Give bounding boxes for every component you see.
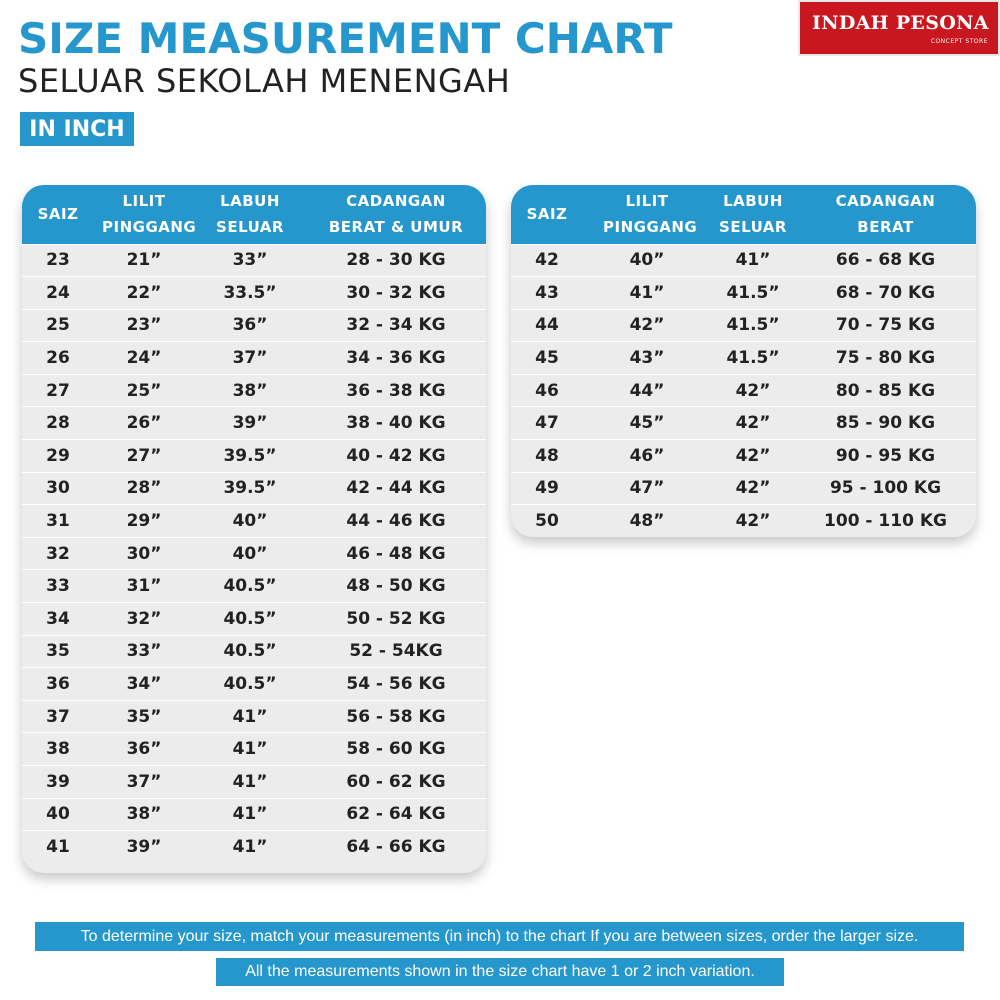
cell-labuh-seluar: 41” bbox=[194, 798, 306, 831]
table-row bbox=[22, 505, 486, 538]
cell-labuh-seluar: 33” bbox=[194, 244, 306, 277]
brand-logo-tagline: CONCEPT STORE bbox=[930, 38, 988, 45]
cell-cadangan-berat: 60 - 62 KG bbox=[306, 766, 486, 799]
cell-lilit-pinggang: 31” bbox=[94, 570, 194, 603]
cell-lilit-pinggang: 29” bbox=[94, 505, 194, 538]
table-row bbox=[511, 309, 976, 342]
cell-cadangan-berat: 64 - 66 KG bbox=[306, 831, 486, 864]
cell-lilit-pinggang: 39” bbox=[94, 831, 194, 864]
unit-badge: IN INCH bbox=[20, 112, 134, 146]
cell-lilit-pinggang: 24” bbox=[94, 342, 194, 375]
cell-cadangan-berat: 52 - 54KG bbox=[306, 635, 486, 668]
column-header-labuh-seluar: LABUH SELUAR bbox=[194, 185, 306, 244]
cell-cadangan-berat: 100 - 110 KG bbox=[795, 505, 976, 537]
cell-lilit-pinggang: 44” bbox=[583, 374, 711, 407]
cell-cadangan-berat: 48 - 50 KG bbox=[306, 570, 486, 603]
cell-saiz: 23 bbox=[22, 244, 94, 277]
table-row bbox=[22, 733, 486, 766]
cell-lilit-pinggang: 38” bbox=[94, 798, 194, 831]
table-row bbox=[511, 374, 976, 407]
table-row bbox=[511, 244, 976, 277]
cell-cadangan-berat: 75 - 80 KG bbox=[795, 342, 976, 375]
cell-saiz: 27 bbox=[22, 374, 94, 407]
cell-labuh-seluar: 42” bbox=[711, 472, 795, 505]
cell-lilit-pinggang: 47” bbox=[583, 472, 711, 505]
cell-saiz: 44 bbox=[511, 309, 583, 342]
cell-labuh-seluar: 42” bbox=[711, 407, 795, 440]
table-row bbox=[22, 798, 486, 831]
cell-lilit-pinggang: 32” bbox=[94, 603, 194, 636]
table-row bbox=[511, 407, 976, 440]
cell-cadangan-berat: 42 - 44 KG bbox=[306, 472, 486, 505]
cell-cadangan-berat: 68 - 70 KG bbox=[795, 277, 976, 310]
cell-lilit-pinggang: 21” bbox=[94, 244, 194, 277]
cell-lilit-pinggang: 46” bbox=[583, 440, 711, 473]
cell-saiz: 50 bbox=[511, 505, 583, 537]
cell-labuh-seluar: 41” bbox=[194, 700, 306, 733]
cell-cadangan-berat: 36 - 38 KG bbox=[306, 374, 486, 407]
cell-cadangan-berat: 85 - 90 KG bbox=[795, 407, 976, 440]
cell-saiz: 32 bbox=[22, 537, 94, 570]
cell-lilit-pinggang: 37” bbox=[94, 766, 194, 799]
cell-saiz: 31 bbox=[22, 505, 94, 538]
cell-labuh-seluar: 39.5” bbox=[194, 472, 306, 505]
cell-lilit-pinggang: 41” bbox=[583, 277, 711, 310]
cell-saiz: 29 bbox=[22, 440, 94, 473]
table-row bbox=[22, 831, 486, 864]
cell-saiz: 25 bbox=[22, 309, 94, 342]
cell-labuh-seluar: 39” bbox=[194, 407, 306, 440]
cell-labuh-seluar: 38” bbox=[194, 374, 306, 407]
table-row bbox=[22, 440, 486, 473]
cell-saiz: 35 bbox=[22, 635, 94, 668]
cell-cadangan-berat: 56 - 58 KG bbox=[306, 700, 486, 733]
cell-saiz: 46 bbox=[511, 374, 583, 407]
cell-saiz: 37 bbox=[22, 700, 94, 733]
table-row bbox=[511, 277, 976, 310]
cell-lilit-pinggang: 43” bbox=[583, 342, 711, 375]
column-header-labuh-seluar: LABUH SELUAR bbox=[711, 185, 795, 244]
cell-labuh-seluar: 42” bbox=[711, 505, 795, 537]
table-row bbox=[22, 700, 486, 733]
brand-logo bbox=[798, 0, 1000, 56]
cell-labuh-seluar: 41.5” bbox=[711, 277, 795, 310]
cell-saiz: 39 bbox=[22, 766, 94, 799]
cell-lilit-pinggang: 28” bbox=[94, 472, 194, 505]
cell-labuh-seluar: 40.5” bbox=[194, 603, 306, 636]
cell-labuh-seluar: 41” bbox=[194, 831, 306, 864]
column-header-cadangan-berat: CADANGAN BERAT bbox=[795, 185, 976, 244]
cell-labuh-seluar: 41.5” bbox=[711, 342, 795, 375]
column-header-lilit-pinggang: LILIT PINGGANG bbox=[583, 185, 711, 244]
cell-labuh-seluar: 40.5” bbox=[194, 570, 306, 603]
table-row bbox=[22, 668, 486, 701]
cell-lilit-pinggang: 22” bbox=[94, 277, 194, 310]
cell-lilit-pinggang: 48” bbox=[583, 505, 711, 537]
cell-labuh-seluar: 40” bbox=[194, 537, 306, 570]
table-row bbox=[511, 472, 976, 505]
cell-lilit-pinggang: 26” bbox=[94, 407, 194, 440]
table-row bbox=[22, 277, 486, 310]
table-row bbox=[22, 309, 486, 342]
cell-lilit-pinggang: 36” bbox=[94, 733, 194, 766]
cell-saiz: 30 bbox=[22, 472, 94, 505]
cell-saiz: 26 bbox=[22, 342, 94, 375]
cell-cadangan-berat: 58 - 60 KG bbox=[306, 733, 486, 766]
cell-saiz: 42 bbox=[511, 244, 583, 277]
cell-lilit-pinggang: 30” bbox=[94, 537, 194, 570]
cell-labuh-seluar: 39.5” bbox=[194, 440, 306, 473]
cell-cadangan-berat: 90 - 95 KG bbox=[795, 440, 976, 473]
cell-saiz: 43 bbox=[511, 277, 583, 310]
cell-cadangan-berat: 40 - 42 KG bbox=[306, 440, 486, 473]
cell-saiz: 33 bbox=[22, 570, 94, 603]
cell-labuh-seluar: 41” bbox=[194, 766, 306, 799]
table-row bbox=[22, 407, 486, 440]
table-row bbox=[22, 603, 486, 636]
cell-saiz: 47 bbox=[511, 407, 583, 440]
cell-lilit-pinggang: 40” bbox=[583, 244, 711, 277]
cell-saiz: 34 bbox=[22, 603, 94, 636]
cell-lilit-pinggang: 35” bbox=[94, 700, 194, 733]
cell-saiz: 28 bbox=[22, 407, 94, 440]
cell-saiz: 24 bbox=[22, 277, 94, 310]
column-header-cadangan-berat-umur: CADANGAN BERAT & UMUR bbox=[306, 185, 486, 244]
page-title: SIZE MEASUREMENT CHART bbox=[18, 14, 673, 63]
table-row bbox=[511, 505, 976, 537]
cell-cadangan-berat: 44 - 46 KG bbox=[306, 505, 486, 538]
table-row bbox=[511, 440, 976, 473]
cell-cadangan-berat: 34 - 36 KG bbox=[306, 342, 486, 375]
cell-cadangan-berat: 46 - 48 KG bbox=[306, 537, 486, 570]
cell-saiz: 36 bbox=[22, 668, 94, 701]
footer-note-variation: All the measurements shown in the size chart have 1 or 2 inch variation. bbox=[216, 958, 784, 986]
column-header-lilit-pinggang: LILIT PINGGANG bbox=[94, 185, 194, 244]
cell-saiz: 41 bbox=[22, 831, 94, 864]
column-header-saiz: SAIZ bbox=[22, 185, 94, 244]
table-row bbox=[22, 244, 486, 277]
table-body bbox=[511, 244, 976, 537]
table-row bbox=[511, 342, 976, 375]
brand-logo-name: INDAH PESONA bbox=[812, 12, 989, 34]
cell-labuh-seluar: 40” bbox=[194, 505, 306, 538]
cell-labuh-seluar: 42” bbox=[711, 440, 795, 473]
cell-labuh-seluar: 41” bbox=[711, 244, 795, 277]
table-row bbox=[22, 570, 486, 603]
table-header-row bbox=[511, 185, 976, 244]
table-header-row bbox=[22, 185, 486, 244]
cell-cadangan-berat: 50 - 52 KG bbox=[306, 603, 486, 636]
footer-note-sizing: To determine your size, match your measurements (in inch) to the chart If you are between sizes, order the larger size. bbox=[35, 922, 964, 951]
size-table-left bbox=[22, 185, 486, 873]
table-row bbox=[22, 635, 486, 668]
cell-labuh-seluar: 41.5” bbox=[711, 309, 795, 342]
cell-labuh-seluar: 40.5” bbox=[194, 635, 306, 668]
table-row bbox=[22, 766, 486, 799]
cell-saiz: 45 bbox=[511, 342, 583, 375]
cell-labuh-seluar: 42” bbox=[711, 374, 795, 407]
cell-cadangan-berat: 54 - 56 KG bbox=[306, 668, 486, 701]
cell-lilit-pinggang: 33” bbox=[94, 635, 194, 668]
cell-lilit-pinggang: 27” bbox=[94, 440, 194, 473]
cell-cadangan-berat: 38 - 40 KG bbox=[306, 407, 486, 440]
table-row bbox=[22, 537, 486, 570]
table-row bbox=[22, 472, 486, 505]
cell-lilit-pinggang: 23” bbox=[94, 309, 194, 342]
table-body bbox=[22, 244, 486, 863]
cell-cadangan-berat: 95 - 100 KG bbox=[795, 472, 976, 505]
cell-lilit-pinggang: 25” bbox=[94, 374, 194, 407]
cell-lilit-pinggang: 45” bbox=[583, 407, 711, 440]
table-row bbox=[22, 342, 486, 375]
cell-labuh-seluar: 40.5” bbox=[194, 668, 306, 701]
cell-cadangan-berat: 28 - 30 KG bbox=[306, 244, 486, 277]
cell-saiz: 38 bbox=[22, 733, 94, 766]
size-table-right bbox=[511, 185, 976, 537]
page-subtitle: SELUAR SEKOLAH MENENGAH bbox=[18, 62, 511, 100]
cell-lilit-pinggang: 42” bbox=[583, 309, 711, 342]
cell-labuh-seluar: 41” bbox=[194, 733, 306, 766]
cell-labuh-seluar: 36” bbox=[194, 309, 306, 342]
cell-cadangan-berat: 32 - 34 KG bbox=[306, 309, 486, 342]
cell-labuh-seluar: 33.5” bbox=[194, 277, 306, 310]
cell-cadangan-berat: 70 - 75 KG bbox=[795, 309, 976, 342]
cell-cadangan-berat: 80 - 85 KG bbox=[795, 374, 976, 407]
cell-saiz: 40 bbox=[22, 798, 94, 831]
column-header-saiz: SAIZ bbox=[511, 185, 583, 244]
cell-saiz: 49 bbox=[511, 472, 583, 505]
cell-labuh-seluar: 37” bbox=[194, 342, 306, 375]
cell-cadangan-berat: 62 - 64 KG bbox=[306, 798, 486, 831]
cell-cadangan-berat: 66 - 68 KG bbox=[795, 244, 976, 277]
cell-saiz: 48 bbox=[511, 440, 583, 473]
cell-cadangan-berat: 30 - 32 KG bbox=[306, 277, 486, 310]
cell-lilit-pinggang: 34” bbox=[94, 668, 194, 701]
table-row bbox=[22, 374, 486, 407]
